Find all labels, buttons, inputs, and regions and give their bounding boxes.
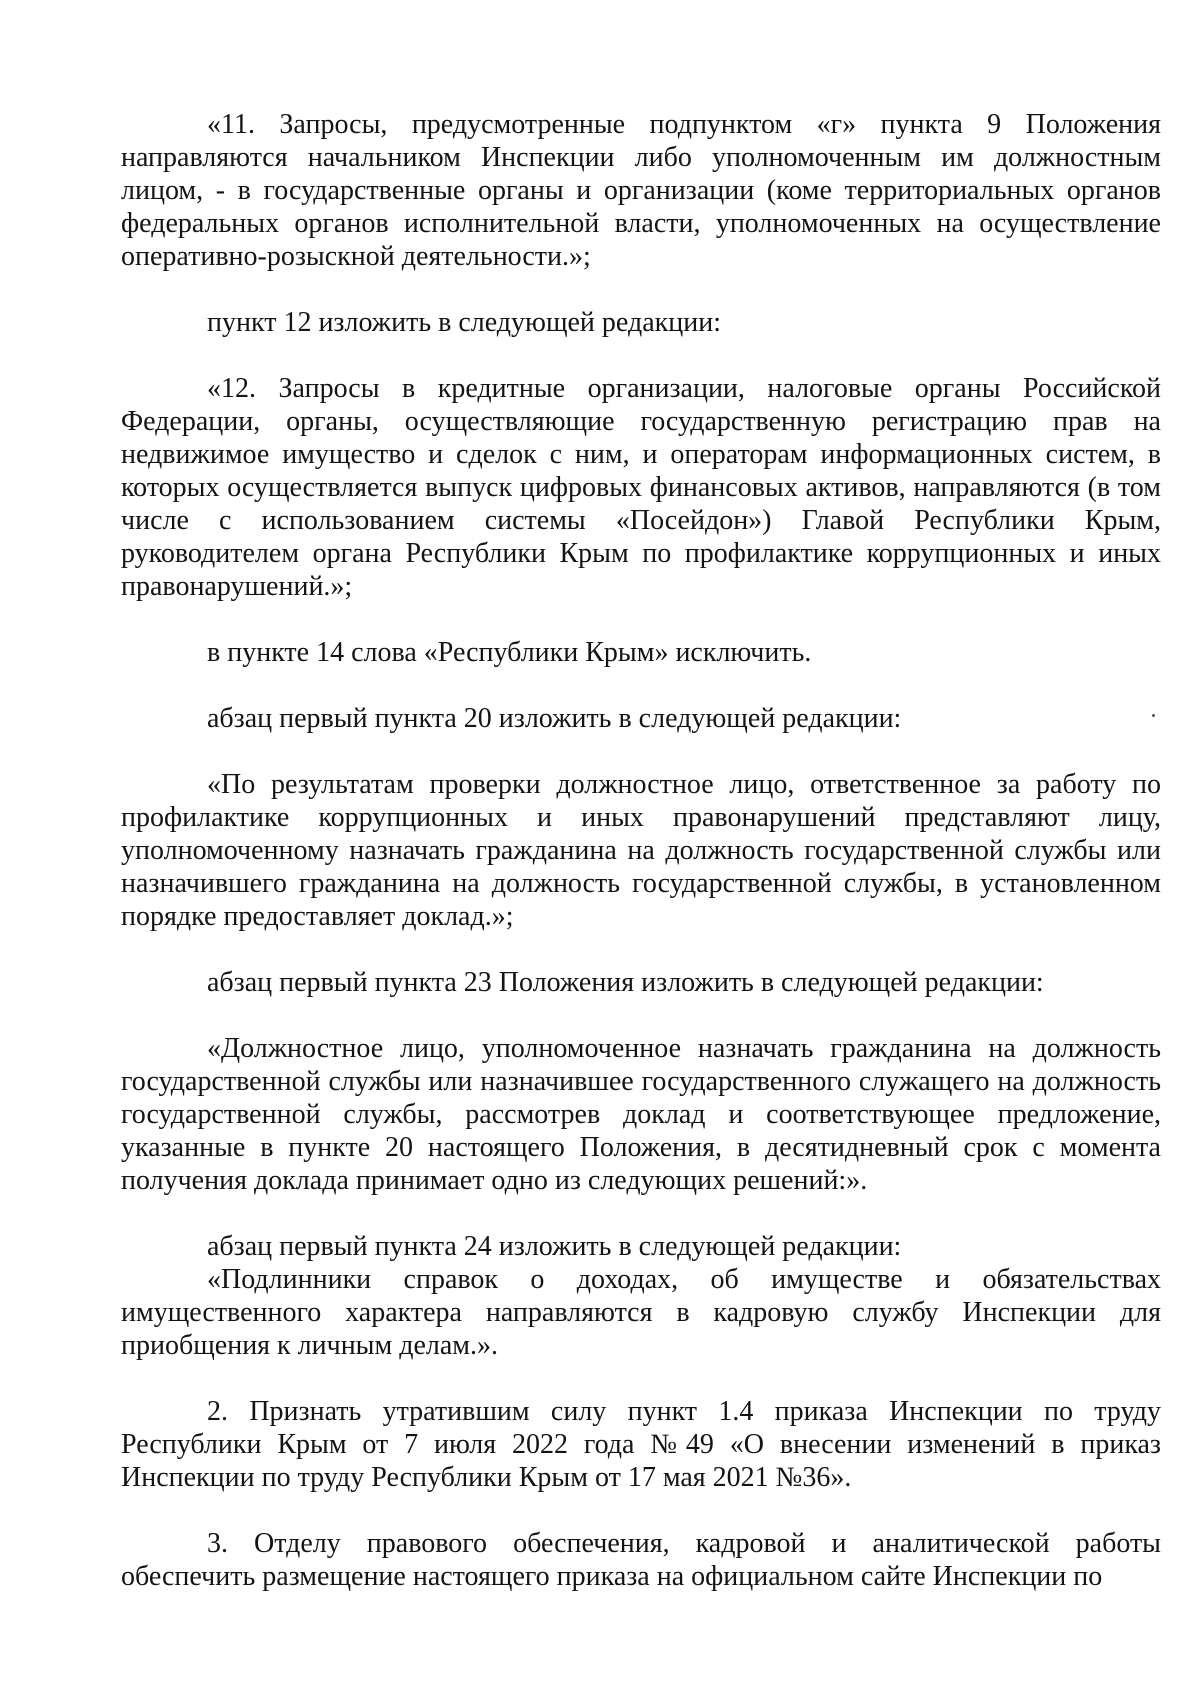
paragraph-12: «12. Запросы в кредитные организации, налоговые органы Российской Федерации, органы, осуществляющие государственную регистрацию прав на недвижимое имущество и сделок с ним, и операторам информационных систем, в которых осуществляется выпуск цифровых финансовых активов, направляются (в том числе с использованием системы «Посейдон») Главой Республики Крым, руководителем органа Республики Крым по профилактике коррупционных и иных правонарушений.»; xyxy=(121,373,1161,602)
paragraph-20: «По результатам проверки должностное лицо, ответственное за работу по профилактике коррупционных и иных правонарушений представляют лицу, уполномоченному назначать гражданина на должность государственной службы или назначившего гражданина на должность государственной службы, в установленном порядке предоставляет доклад.»; xyxy=(121,769,1161,932)
paragraph-item-14: в пункте 14 слова «Республики Крым» исключить. xyxy=(207,637,812,668)
paragraph-item-23-intro: абзац первый пункта 23 Положения изложить в следующей редакции: xyxy=(207,967,1044,998)
paragraph-11: «11. Запросы, предусмотренные подпунктом «г» пункта 9 Положения направляются начальником Инспекции либо уполномоченным им должностным лицом, - в государственные органы и организации (коме территориальных органов федеральных органов исполнительной власти, уполномоченных на осуществление оперативно-розыскной деятельности.»; xyxy=(121,109,1161,272)
paragraph-2: 2. Признать утратившим силу пункт 1.4 приказа Инспекции по труду Республики Крым от 7 июля 2022 года №49 «О внесении изменений в приказ Инспекции по труду Республики Крым от 17 мая 2021 №36». xyxy=(121,1396,1161,1493)
paragraph-item-20-intro: абзац первый пункта 20 изложить в следующей редакции: xyxy=(207,703,902,734)
paragraph-23: «Должностное лицо, уполномоченное назначать гражданина на должность государственной службы или назначившее государственного служащего на должность государственной службы, рассмотрев доклад и соответствующее предложение, указанные в пункте 20 настоящего Положения, в десятидневный срок с момента получения доклада принимает одно из следующих решений:». xyxy=(121,1033,1161,1196)
paragraph-item-24-intro: абзац первый пункта 24 изложить в следующей редакции: xyxy=(207,1231,902,1262)
document-body xyxy=(121,108,1161,1593)
paragraph-24: «Подлинники справок о доходах, об имуществе и обязательствах имущественного характера направляются в кадровую службу Инспекции для приобщения к личным делам.». xyxy=(121,1264,1161,1361)
paragraph-3: 3. Отделу правового обеспечения, кадровой и аналитической работы обеспечить размещение настоящего приказа на официальном сайте Инспекции по xyxy=(121,1528,1161,1592)
paragraph-item-12-intro: пункт 12 изложить в следующей редакции: xyxy=(207,307,721,338)
scan-speck xyxy=(1152,714,1155,717)
